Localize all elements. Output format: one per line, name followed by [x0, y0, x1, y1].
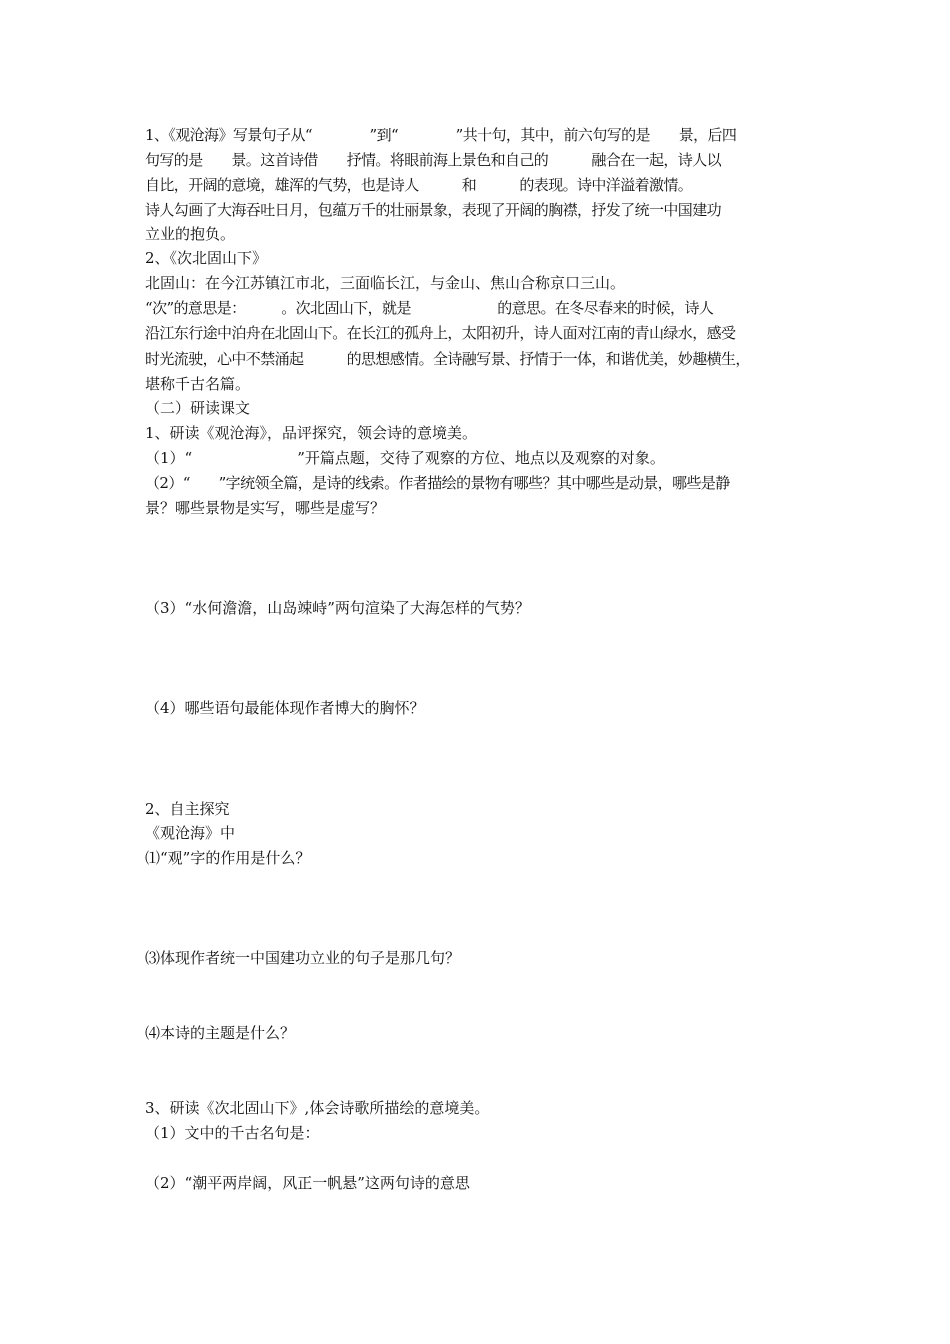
question-line: ⑶体现作者统一中国建功立业的句子是那几句？	[145, 949, 461, 967]
section-heading: 2、《次北固山下》	[145, 249, 268, 267]
text-line: 1、《观沧海》写景句子从“ ”到“ ”共十句，其中，前六句写的是 景，后四	[145, 126, 737, 144]
text-line: 1、研读《观沧海》，品评探究，领会诗的意境美。	[145, 424, 478, 442]
section-heading: （二）研读课文	[145, 399, 251, 417]
text-line: 自比，开阔的意境，雄浑的气势，也是诗人 和 的表现。诗中洋溢着激情。	[145, 176, 693, 194]
section-heading: 3、研读《次北固山下》,体会诗歌所描绘的意境美。	[145, 1099, 490, 1117]
question-line: （1）“ ”开篇点题，交待了观察的方位、地点以及观察的对象。	[145, 449, 665, 467]
section-heading: 2、自主探究	[145, 800, 230, 818]
text-line: 立业的抱负。	[145, 225, 236, 243]
question-line: （2）“ ”字统领全篇，是诗的线索。作者描绘的景物有哪些？其中哪些是动景，哪些是静	[145, 474, 730, 492]
text-line: 沿江东行途中泊舟在北固山下。在长江的孤舟上，太阳初升，诗人面对江南的青山绿水，感受	[145, 324, 736, 342]
question-line: （4）哪些语句最能体现作者博大的胸怀？	[145, 699, 425, 717]
text-line: 句写的是 景。这首诗借 抒情。将眼前海上景色和自己的 融合在一起，诗人以	[145, 151, 722, 169]
text-line: 堪称千古名篇。	[145, 375, 251, 393]
question-line: ⑷本诗的主题是什么？	[145, 1024, 296, 1042]
question-line: （2）“潮平两岸阔，风正一帆悬”这两句诗的意思	[145, 1174, 470, 1192]
text-line: 《观沧海》中	[145, 824, 236, 842]
text-line: 时光流驶，心中不禁涌起 的思想感情。全诗融写景、抒情于一体，和谐优美，妙趣横生，	[145, 350, 750, 368]
question-line: ⑴“观”字的作用是什么？	[145, 849, 311, 867]
text-line: 诗人勾画了大海吞吐日月，包蕴万千的壮丽景象，表现了开阔的胸襟，抒发了统一中国建功	[145, 201, 722, 219]
text-line: “次”的意思是： 。次北固山下，就是 的意思。在冬尽春来的时候，诗人	[145, 299, 714, 317]
question-line: （1）文中的千古名句是：	[145, 1124, 320, 1142]
text-line: 北固山：在今江苏镇江市北，三面临长江，与金山、焦山合称京口三山。	[145, 274, 626, 292]
question-line: （3）“水何澹澹，山岛竦峙”两句渲染了大海怎样的气势？	[145, 599, 530, 617]
question-line: 景？哪些景物是实写，哪些是虚写？	[145, 499, 386, 517]
